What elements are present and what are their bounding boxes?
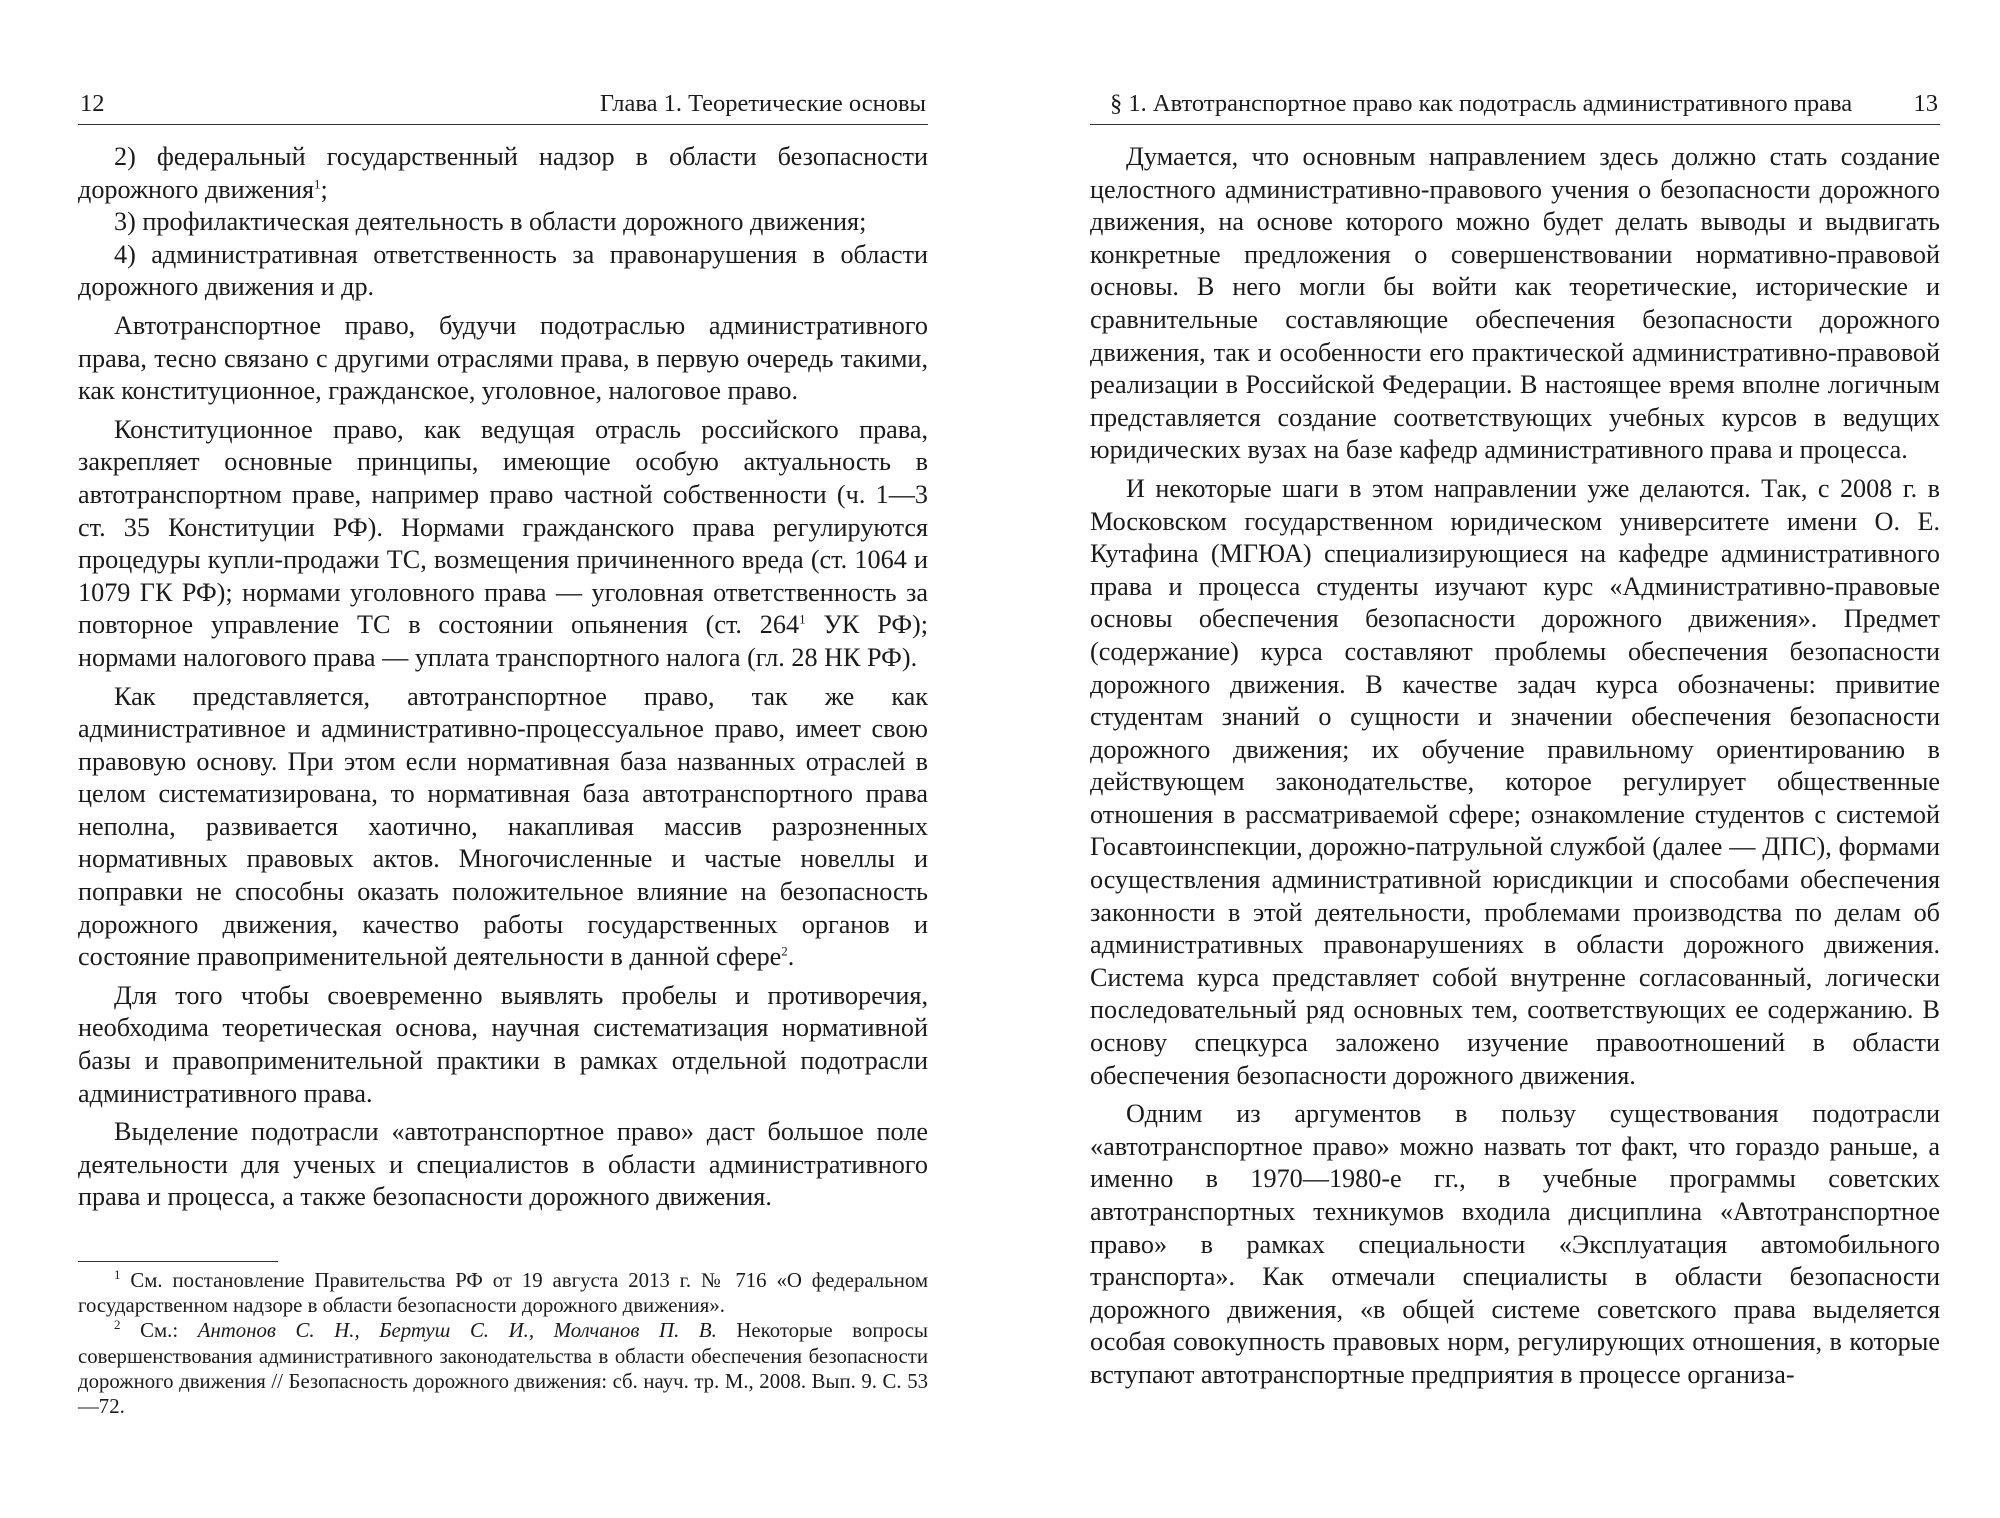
footnote-ref: 2 bbox=[781, 943, 788, 959]
footnote-ref: 1 bbox=[314, 175, 321, 191]
page-number: 12 bbox=[80, 90, 105, 117]
paragraph: Для того чтобы своевременно выявлять пробелы и противоречия, необходима теоретическая основа, научная систематизация нормативной базы и правоприменительной практики в рамках отдельной подотрасли административного права. bbox=[78, 980, 928, 1108]
paragraph: Одним из аргументов в пользу существования подотрасли «автотранспортное право» можно назвать тот факт, что гораздо раньше, а именно в 1970—1980-е гг., в учебные программы советских автотранспортных техникумов входила дисциплина «Автотранспортное право» в рамках специальности «Эксплуатация автомобильного транспорта». Как отмечали специалисты в области безопасности дорожного движения, «в общей системе советского права выделяется особая совокупность правовых норм, регулирующих отношения, в которые вступают автотранспортные предприятия в процессе организа- bbox=[1090, 1099, 1940, 1389]
paragraph: Выделение подотрасли «автотранспортное право» даст большое поле деятельности для ученых и специалистов в области административного права и процесса, а также безопасности дорожного движения. bbox=[78, 1117, 928, 1212]
list-item: 2) федеральный государственный надзор в области безопасности дорожного движения$^1$; bbox=[78, 142, 928, 204]
article-superscript: 1 bbox=[799, 611, 806, 627]
footnote: $^2$ См.: Антонов С. Н., Бертуш С. И., Молчанов П. В. Некоторые вопросы совершенствования административного законодательства в области обеспечения безопасности дорожного движения // Безопасность дорожного движения: сб. науч. тр. М., 2008. Вып. 9. С. 53—72. bbox=[78, 1317, 928, 1419]
running-header-left bbox=[78, 84, 928, 125]
footnote-authors: Антонов С. Н., Бертуш С. И., Молчанов П. В. bbox=[197, 1319, 717, 1343]
page-number: 13 bbox=[1913, 90, 1938, 117]
paragraph: Автотранспортное право, будучи подотраслью административного права, тесно связано с другими отраслями права, в первую очередь такими, как конституционное, гражданское, уголовное, налоговое право. bbox=[78, 310, 928, 406]
chapter-title: Глава 1. Теоретические основы bbox=[599, 90, 926, 117]
paragraph: Думается, что основным направлением здесь должно стать создание целостного административно-правового учения о безопасности дорожного движения, на основе которого можно будет делать выводы и выдвигать конкретные предложения о совершенствовании нормативно-правовой основы. В него могли бы войти как теоретические, исторические и сравнительные составляющие обеспечения безопасности дорожного движения, так и особенности его практической административно-правовой реализации в Российской Федерации. В настоящее время вполне логичным представляется создание соответствующих учебных курсов в ведущих юридических вузах на базе кафедр административного права и процесса. bbox=[1090, 142, 1940, 465]
footnote-divider bbox=[78, 1261, 278, 1262]
page-body-left bbox=[78, 141, 928, 1220]
paragraph: Как представляется, автотранспортное право, так же как административное и административно-процессуальное право, имеет свою правовую основу. При этом если нормативная база названных отраслей в целом систематизирована, то нормативная база автотранспортного права неполна, развивается хаотично, накапливая массив разрозненных нормативных правовых актов. Многочисленные и частые новеллы и поправки не способны оказать положительное влияние на безопасность дорожного движения, качество работы государственных органов и состояние правоприменительной деятельности в данной сфере$^2$. bbox=[78, 681, 928, 972]
footnotes bbox=[78, 1268, 928, 1419]
list-item: 4) административная ответственность за правонарушения в области дорожного движения и др. bbox=[78, 239, 928, 302]
section-title: § 1. Автотранспортное право как подотрасль административного права bbox=[1110, 90, 1853, 117]
page-body-right bbox=[1090, 141, 1940, 1398]
footnote: $^1$ См. постановление Правительства РФ от 19 августа 2013 г. № 716 «О федеральном государственном надзоре в области безопасности дорожного движения». bbox=[78, 1267, 928, 1318]
paragraph: Конституционное право, как ведущая отрасль российского права, закрепляет основные принципы, имеющие особую актуальность в автотранспортном праве, например право частной собственности (ч. 1—3 ст. 35 Конституции РФ). Нормами гражданского права регулируются процедуры купли-продажи ТС, возмещения причиненного вреда (ст. 1064 и 1079 ГК РФ); нормами уголовного права — уголовная ответственность за повторное управление ТС в состоянии опьянения (ст. 264$^1$ УК РФ); нормами налогового права — уплата транспортного налога (гл. 28 НК РФ). bbox=[78, 414, 929, 672]
list-item: 3) профилактическая деятельность в области дорожного движения; bbox=[114, 207, 867, 237]
paragraph: И некоторые шаги в этом направлении уже делаются. Так, с 2008 г. в Московском государственном юридическом университете имени О. Е. Кутафина (МГЮА) специализирующиеся на кафедре административного права и процесса студенты изучают курс «Административно-правовые основы обеспечения безопасности дорожного движения». Предмет (содержание) курса составляют проблемы обеспечения безопасности дорожного движения. В качестве задач курса обозначены: привитие студентам знаний о сущности и значении обеспечения безопасности дорожного движения; их обучение правильному ориентированию в действующем законодательстве, которое регулирует общественные отношения в рассматриваемой сфере; ознакомление студентов с системой Госавтоинспекции, дорожно-патрульной службой (далее — ДПС), формами осуществления административной юрисдикции и способами обеспечения законности в этой деятельности, проблемами производства по делам об административных правонарушениях в области дорожного движения. Система курса представляет собой внутренне согласованный, логически последовательный ряд основных тем, соответствующих ее содержанию. В основу спецкурса заложено изучение правоотношений в области обеспечения безопасности дорожного движения. bbox=[1090, 473, 1940, 1090]
running-header-right bbox=[1090, 84, 1940, 125]
